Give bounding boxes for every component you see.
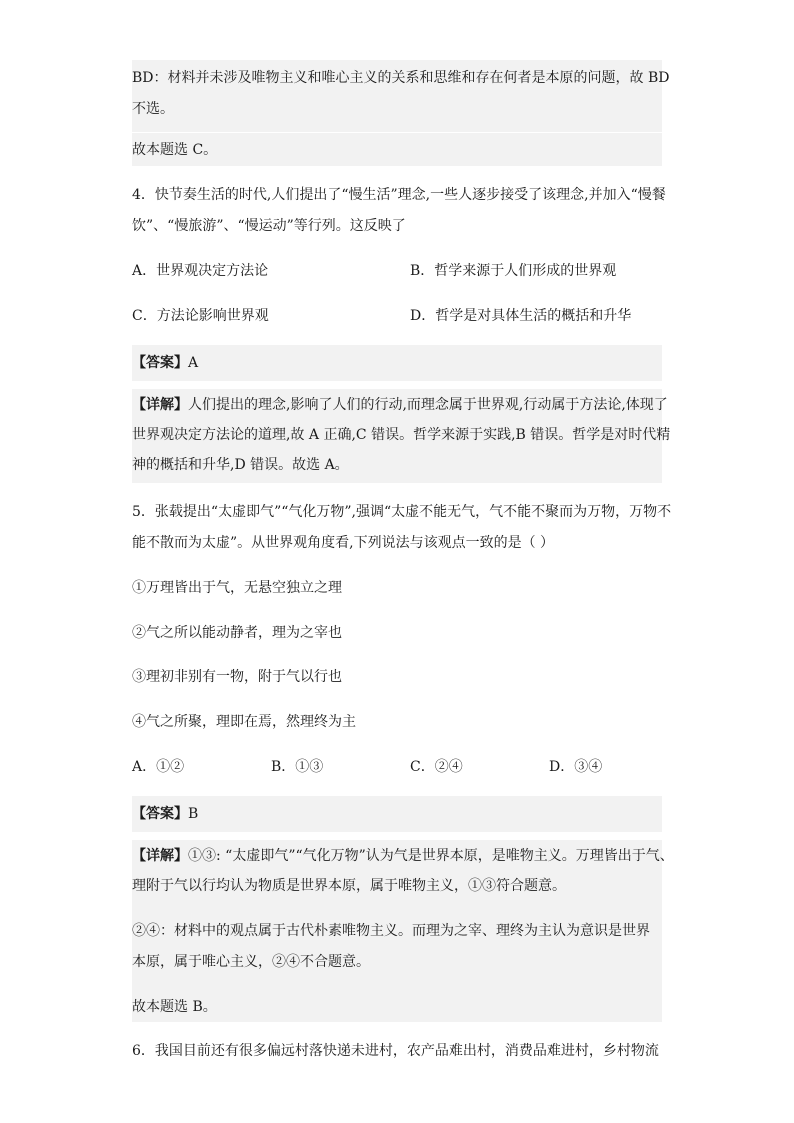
q5-statement-3: ③理初非别有一物，附于气以行也 — [132, 669, 342, 685]
detail-label: 【详解】 — [132, 397, 188, 413]
q5-stem-line-2: 能不散而为太虚”。从世界观角度看,下列说法与该观点一致的是（ ） — [132, 535, 555, 551]
answer-label: 【答案】 — [132, 806, 188, 822]
q5-option-d: D．③④ — [549, 759, 603, 775]
q4-option-c: C．方法论影响世界观 — [132, 308, 269, 324]
q5-detail-line-2: 理附于气以行均认为物质是世界本原，属于唯物主义，①③符合题意。 — [132, 878, 566, 894]
q4-option-b: B．哲学来源于人们形成的世界观 — [410, 263, 617, 279]
q4-option-d: D．哲学是对具体生活的概括和升华 — [410, 308, 632, 324]
q5-detail-line-4: 本原，属于唯心主义，②④不合题意。 — [132, 954, 370, 970]
q4-detail-block — [132, 389, 671, 483]
q4-stem-line-2: 饮”、“慢旅游”、“慢运动”等行列。这反映了 — [132, 218, 406, 234]
q5-answer — [132, 804, 662, 824]
q5-stem-line-1: 5．张载提出“太虚即气”“气化万物”,强调“太虚不能无气，气不能不聚而为万物，万物不 — [132, 504, 672, 520]
prev-explanation-line-2: 不选。 — [132, 101, 174, 117]
q4-option-a: A．世界观决定方法论 — [132, 263, 269, 279]
answer-label: 【答案】 — [132, 355, 188, 371]
detail-text: 人们提出的理念,影响了人们的行动,而理念属于世界观,行动属于方法论,体现了 — [188, 397, 668, 413]
prev-conclusion: 故本题选 C。 — [132, 142, 218, 158]
q5-detail-block — [132, 840, 674, 1022]
q5-statement-1: ①万理皆出于气，无悬空独立之理 — [132, 580, 342, 596]
q4-answer-block — [132, 345, 662, 381]
detail-text: ①③: “太虚即气”“气化万物”认为气是世界本原，是唯物主义。万理皆出于气、 — [188, 848, 674, 864]
q5-option-c: C．②④ — [410, 759, 463, 775]
detail-label: 【详解】 — [132, 848, 188, 864]
answer-value: B — [188, 806, 199, 822]
q4-detail-line-3: 神的概括和升华,D 错误。故选 A。 — [132, 457, 349, 473]
q5-statement-4: ④气之所聚，理即在焉，然理终为主 — [132, 714, 356, 730]
q4-answer — [132, 353, 662, 373]
q5-detail-line-3: ②④：材料中的观点属于古代朴素唯物主义。而理为之宰、理终为主认为意识是世界 — [132, 923, 650, 939]
answer-value: A — [188, 355, 199, 371]
q4-stem-line-1: 4．快节奏生活的时代,人们提出了“慢生活”理念,一些人逐步接受了该理念,并加入“慢餐 — [132, 187, 666, 203]
q5-answer-block — [132, 796, 662, 832]
divider — [132, 132, 662, 133]
q5-option-a: A．①② — [132, 759, 185, 775]
q5-detail-line-1 — [132, 846, 674, 866]
q4-detail-line-1 — [132, 395, 668, 415]
prev-explanation-line-1: BD：材料并未涉及唯物主义和唯心主义的关系和思维和存在何者是本原的问题，故 BD — [132, 70, 670, 86]
q5-statement-2: ②气之所以能动静者，理为之宰也 — [132, 625, 342, 641]
q6-stem-line-1: 6．我国目前还有很多偏远村落快递未进村，农产品难出村，消费品难进村，乡村物流 — [132, 1043, 659, 1059]
q5-conclusion: 故本题选 B。 — [132, 999, 217, 1015]
prev-explanation-block — [132, 60, 670, 166]
q5-option-b: B．①③ — [271, 759, 324, 775]
q4-detail-line-2: 世界观决定方法论的道理,故 A 正确,C 错误。哲学来源于实践,B 错误。哲学是对时代精 — [132, 427, 671, 443]
